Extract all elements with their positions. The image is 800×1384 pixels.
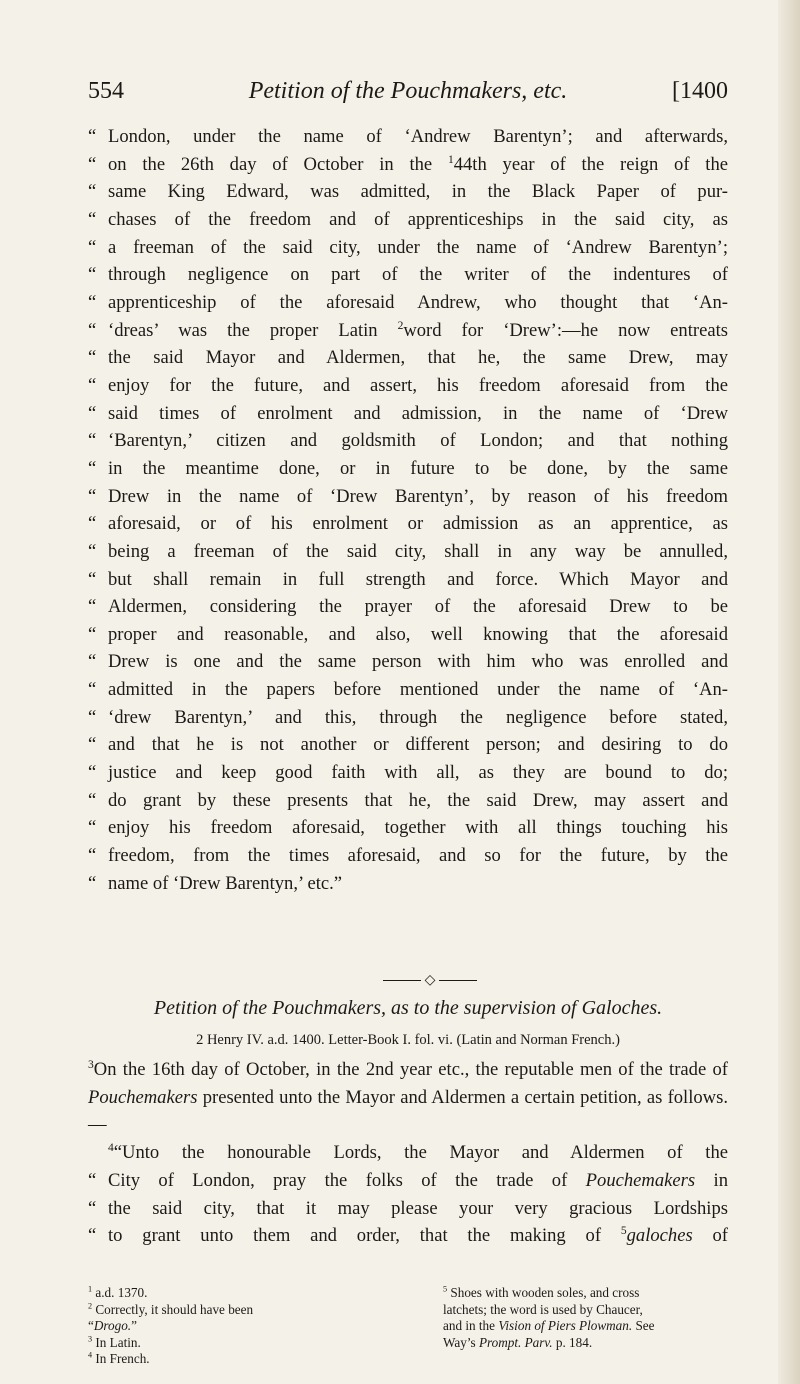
footnote-line: and in the Vision of Piers Plowman. See (443, 1318, 655, 1334)
text-line: “ in the meantime done, or in future to be done, by the same (88, 457, 728, 479)
page-edge (778, 0, 800, 1384)
section-divider (370, 970, 490, 990)
divider-ornament: ◇ (424, 972, 436, 988)
section-title: Petition of the Pouchmakers, as to the supervision of Galoches. (153, 997, 663, 1019)
text-line: “ Drew in the name of ‘Drew Barentyn’, by reason of his freedom (88, 485, 728, 507)
footnote-line: latchets; the word is used by Chaucer, (443, 1301, 643, 1317)
text-line: “ ‘Barentyn,’ citizen and goldsmith of London; and that nothing (88, 430, 728, 452)
text-line: “ a freeman of the said city, under the name of ‘Andrew Barentyn’; (88, 236, 728, 258)
text-line: “ ‘dreas’ was the proper Latin $^2$word for ‘Drew’:—he now entreats (88, 319, 728, 341)
footnote-line: $^5$ Shoes with wooden soles, and cross (443, 1284, 640, 1300)
main-text-block (88, 123, 728, 897)
petition-line: “ the said city, that it may please your very gracious Lordships (88, 1197, 728, 1219)
text-line: “ London, under the name of ‘Andrew Barentyn’; and afterwards, (88, 126, 728, 147)
text-line: “ and that he is not another or different person; and desiring to do (88, 734, 728, 756)
footnote-line: $^3$ In Latin. (88, 1334, 141, 1350)
text-line: “ proper and reasonable, and also, well knowing that the aforesaid (88, 623, 728, 645)
text-line: “ but shall remain in full strength and force. Which Mayor and (88, 568, 728, 590)
text-line: “ justice and keep good faith with all, as they are bound to do; (88, 762, 728, 784)
text-line: “ ‘drew Barentyn,’ and this, through the negligence before stated, (88, 706, 728, 728)
second-text-block (88, 1056, 728, 1250)
text-line: “ being a freeman of the said city, shall in any way be annulled, (88, 540, 728, 562)
text-line: “ said times of enrolment and admission, in the name of ‘Drew (88, 402, 728, 424)
paragraph-intro: $^3$On the 16th day of October, in the 2nd year etc., the reputable men of the trade of Pouchemakers presented unto the Mayor and Aldermen a certain petition, as follows.— (88, 1058, 728, 1136)
petition-line: “ City of London, pray the folks of the trade of Pouchemakers in (88, 1169, 728, 1191)
text-line: “ enjoy his freedom aforesaid, together with all things touching his (88, 817, 728, 839)
text-line: “ through negligence on part of the writer of the indentures of (88, 264, 728, 286)
text-line: “ Aldermen, considering the prayer of the aforesaid Drew to be (88, 596, 728, 618)
footnote-line: Way’s Prompt. Parv. p. 184. (443, 1334, 593, 1350)
text-line: “ aforesaid, or of his enrolment or admission as an apprentice, as (88, 513, 728, 535)
text-line: “ admitted in the papers before mentioned under the name of ‘An- (88, 679, 728, 701)
text-line: “ same King Edward, was admitted, in the Black Paper of pur- (88, 181, 728, 203)
footnotes-right (443, 1285, 743, 1351)
running-year: [1400 (672, 78, 728, 104)
footnote-line: $^1$ a.d. 1370. (88, 1284, 148, 1300)
footnote-line: “Drogo.” (88, 1318, 137, 1334)
text-line: “ freedom, from the times aforesaid, and so for the future, by the (88, 845, 728, 867)
page-header (88, 78, 728, 114)
text-line: “ enjoy for the future, and assert, his freedom aforesaid from the (88, 374, 728, 396)
text-line: “ on the 26th day of October in the $^1$44th year of the reign of the (88, 153, 728, 175)
section-citation: 2 Henry IV. a.d. 1400. Letter-Book I. fol. vi. (Latin and Norman French.) (196, 1032, 620, 1048)
text-line: “ do grant by these presents that he, the said Drew, may assert and (88, 789, 728, 811)
running-title: Petition of the Pouchmakers, etc. (248, 78, 568, 104)
text-line: “ apprenticeship of the aforesaid Andrew, who thought that ‘An- (88, 291, 728, 313)
petition-line: “ to grant unto them and order, that the making of $^5$galoches of (88, 1225, 728, 1247)
text-line: “ chases of the freedom and of apprenticeships in the said city, as (88, 208, 728, 230)
footnotes-left (88, 1285, 348, 1368)
page-number: 554 (88, 78, 124, 104)
footnote-line: $^4$ In French. (88, 1350, 150, 1367)
petition-line: $^4$“Unto the honourable Lords, the Mayor and Aldermen of the (108, 1141, 728, 1164)
text-line: “ name of ‘Drew Barentyn,’ etc.” (88, 872, 343, 894)
text-line: “ the said Mayor and Aldermen, that he, the same Drew, may (88, 347, 728, 369)
text-line: “ Drew is one and the same person with him who was enrolled and (88, 651, 728, 673)
footnote-line: $^2$ Correctly, it should have been (88, 1301, 254, 1317)
